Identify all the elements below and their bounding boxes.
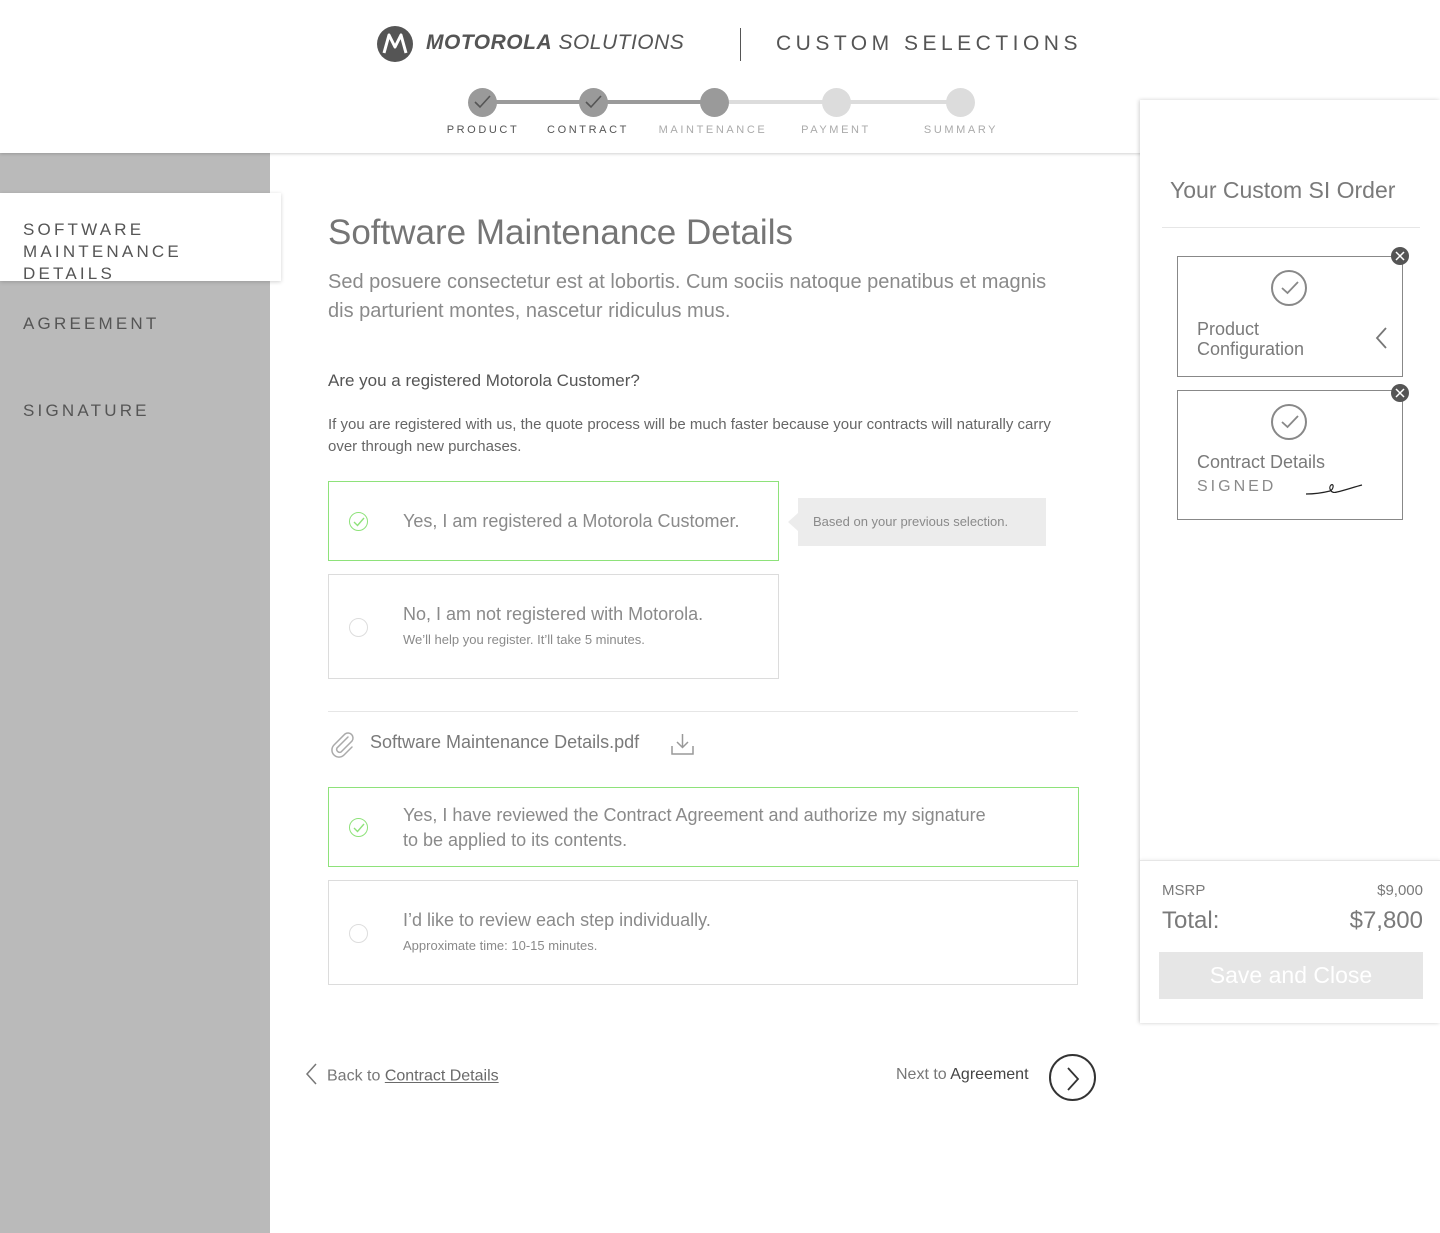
option-review-individually[interactable] [328, 880, 1078, 985]
option-sublabel: We’ll help you register. It’ll take 5 minutes. [403, 632, 645, 647]
option-registered-no[interactable] [328, 574, 779, 679]
check-circle-icon [1271, 270, 1307, 306]
option-label: No, I am not registered with Motorola. [403, 604, 704, 624]
step-contract-dot[interactable] [579, 88, 608, 117]
page-description: Sed posuere consectetur est at lobortis. Cum sociis natoque penatibus et magnis dis parturient montes, nascetur ridiculus mus. [328, 271, 1047, 322]
radio-empty-icon[interactable] [349, 618, 368, 637]
radio-checked-icon[interactable] [349, 512, 368, 531]
attachment-filename[interactable]: Software Maintenance Details.pdf [370, 732, 640, 752]
order-panel [1140, 100, 1440, 1023]
download-icon[interactable] [670, 732, 695, 761]
msrp-value: $9,000 [1377, 882, 1423, 899]
next-target: Agreement [950, 1066, 1029, 1083]
sidebar-item-label: SOFTWARE MAINTENANCE DETAILS [23, 220, 182, 283]
brand-light: SOLUTIONS [558, 31, 685, 54]
step-label-contract: CONTRACT [547, 124, 629, 136]
save-and-close-button[interactable]: Save and Close [1159, 952, 1423, 999]
order-title: Your Custom SI Order [1170, 177, 1396, 203]
close-icon[interactable] [1391, 247, 1409, 265]
paperclip-icon [330, 730, 356, 763]
signed-status: SIGNED [1197, 478, 1277, 495]
registration-question: Are you a registered Motorola Customer? [328, 371, 640, 390]
sidebar-item-signature[interactable]: SIGNATURE [23, 401, 150, 420]
back-prefix: Back to [327, 1067, 381, 1085]
sidebar-item-software-maintenance[interactable] [0, 193, 281, 281]
sidebar-item-agreement[interactable]: AGREEMENT [23, 314, 160, 333]
step-payment-dot[interactable] [822, 88, 851, 117]
close-icon[interactable] [1391, 384, 1409, 402]
option-label: Yes, I have reviewed the Contract Agreement and authorize my signature to be applied to its contents. [403, 805, 986, 850]
option-review-authorize[interactable] [328, 787, 1079, 867]
chevron-left-icon[interactable] [1375, 327, 1387, 354]
selection-tooltip: Based on your previous selection. [798, 498, 1046, 546]
step-label-payment: PAYMENT [801, 124, 871, 136]
step-label-summary: SUMMARY [923, 124, 999, 136]
brand-bold: MOTOROLA [426, 31, 553, 54]
header-title: CUSTOM SELECTIONS [776, 32, 1082, 55]
option-registered-yes[interactable] [328, 481, 779, 561]
section-sidebar [0, 153, 270, 1233]
check-icon [474, 95, 491, 109]
signature-icon [1304, 479, 1364, 502]
step-maintenance-dot[interactable] [700, 88, 729, 117]
chevron-left-icon [305, 1063, 317, 1090]
option-sublabel: Approximate time: 10-15 minutes. [403, 938, 598, 953]
chevron-right-icon [1065, 1066, 1081, 1092]
price-summary [1140, 860, 1440, 1023]
back-link[interactable] [305, 1063, 499, 1090]
next-button[interactable] [1049, 1054, 1096, 1101]
card-label: Contract Details [1197, 452, 1326, 472]
header-divider [740, 28, 741, 61]
step-label-product: PRODUCT [446, 124, 520, 136]
option-label: Yes, I am registered a Motorola Customer. [403, 511, 740, 531]
check-circle-icon [1271, 404, 1307, 440]
section-divider [328, 711, 1078, 712]
order-card-contract-details[interactable] [1177, 390, 1403, 520]
page-title: Software Maintenance Details [328, 213, 793, 252]
card-label: Product Configuration [1197, 319, 1305, 359]
option-label: I’d like to review each step individually. [403, 910, 711, 930]
brand-name [426, 31, 684, 55]
radio-checked-icon[interactable] [349, 818, 368, 837]
radio-empty-icon[interactable] [349, 924, 368, 943]
registration-question-desc: If you are registered with us, the quote process will be much faster because your contracts will naturally carry over through new purchases. [328, 416, 1051, 455]
order-card-product-config[interactable] [1177, 256, 1403, 377]
motorola-logo-icon [377, 26, 413, 62]
next-link[interactable] [896, 1066, 1029, 1084]
next-prefix: Next to [896, 1066, 947, 1083]
check-icon [585, 95, 602, 109]
total-label: Total: [1162, 907, 1220, 934]
step-summary-dot[interactable] [946, 88, 975, 117]
msrp-label: MSRP [1162, 882, 1206, 899]
back-target-link[interactable]: Contract Details [384, 1067, 499, 1085]
order-divider [1162, 227, 1420, 228]
step-label-maintenance: MAINTENANCE [658, 124, 768, 136]
tooltip-arrow [788, 513, 798, 531]
step-product-dot[interactable] [468, 88, 497, 117]
total-value: $7,800 [1349, 907, 1423, 934]
